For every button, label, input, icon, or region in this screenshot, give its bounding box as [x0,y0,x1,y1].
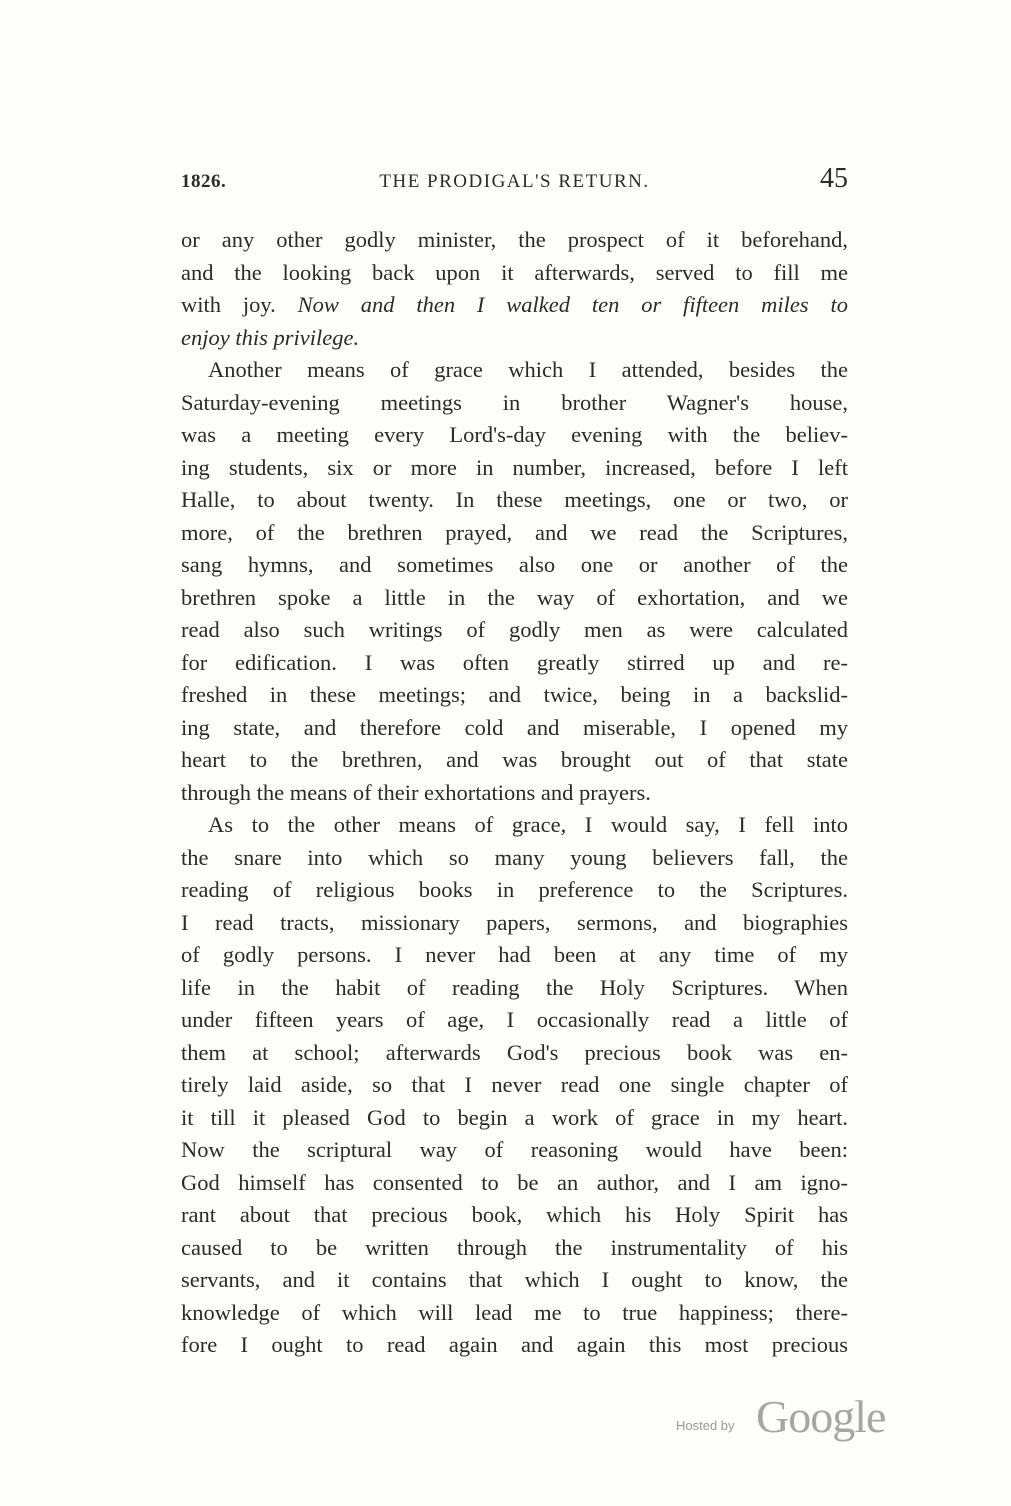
text-line: and the looking back upon it afterwards, served to fill me [181,259,848,285]
text-line: heart to the brethren, and was brought out of that state [181,747,848,772]
hosted-by-google-watermark [676,1390,896,1450]
italic-text: enjoy this privilege. [181,324,360,350]
text-line: knowledge of which will lead me to true happiness; there- [181,1299,848,1325]
text-line: Now the scriptural way of reasoning would have been: [181,1137,848,1162]
text-line: rant about that precious book, which his Holy Spirit has [181,1202,848,1227]
text-line: freshed in these meetings; and twice, being in a backslid- [181,682,848,707]
text-line: sang hymns, and sometimes also one or another of the [181,552,848,577]
text-line: reading of religious books in preference to the Scriptures. [181,877,848,902]
text-line: I read tracts, missionary papers, sermons, and biographies [181,909,848,935]
watermark-hosted-by: Hosted by [676,1418,735,1433]
text-line: life in the habit of reading the Holy Scriptures. When [181,974,848,1000]
text-line: caused to be written through the instrumentality of his [181,1234,848,1260]
text-line: fore I ought to read again and again this most precious [181,1332,848,1357]
text-line: through the means of their exhortations and prayers. [181,779,651,805]
text-line: was a meeting every Lord's-day evening with the believ- [181,422,848,447]
body-text [181,224,848,1362]
running-head [181,163,848,197]
text-line: brethren spoke a little in the way of exhortation, and we [181,584,848,610]
running-head-title: THE PRODIGAL'S RETURN. [379,171,650,192]
paragraph-start-line: Another means of grace which I attended, besides the [208,357,848,382]
text-line: more, of the brethren prayed, and we read the Scriptures, [181,519,848,545]
text-line: with joy. Now and then I walked ten or fifteen miles to [181,292,848,317]
text-line: or any other godly minister, the prospect of it beforehand, [181,227,848,252]
text-line: the snare into which so many young believers fall, the [181,844,848,870]
text-line: servants, and it contains that which I ought to know, the [181,1267,848,1292]
text-line: read also such writings of godly men as were calculated [181,617,848,642]
text-line: for edification. I was often greatly stirred up and re- [181,649,848,675]
text-line: it till it pleased God to begin a work of grace in my heart. [181,1104,848,1130]
italic-text: Now and then I walked ten or fifteen miles to [297,292,848,317]
text-line: of godly persons. I never had been at any time of my [181,942,848,967]
text-line: Halle, to about twenty. In these meetings, one or two, or [181,487,848,512]
running-head-year: 1826. [181,171,227,192]
google-logo: Google [756,1391,886,1442]
text-line: God himself has consented to be an author, and I am igno- [181,1169,848,1195]
page-number: 45 [820,163,848,194]
text-line: Saturday-evening meetings in brother Wagner's house, [181,389,848,415]
text-line: tirely laid aside, so that I never read one single chapter of [181,1072,848,1097]
paragraph-start-line: As to the other means of grace, I would say, I fell into [208,812,848,837]
text-line: under fifteen years of age, I occasionally read a little of [181,1007,848,1032]
text-line: ing state, and therefore cold and miserable, I opened my [181,714,848,740]
text-line: ing students, six or more in number, increased, before I left [181,454,848,480]
text-line: them at school; afterwards God's precious book was en- [181,1039,848,1065]
text-line [181,322,848,355]
